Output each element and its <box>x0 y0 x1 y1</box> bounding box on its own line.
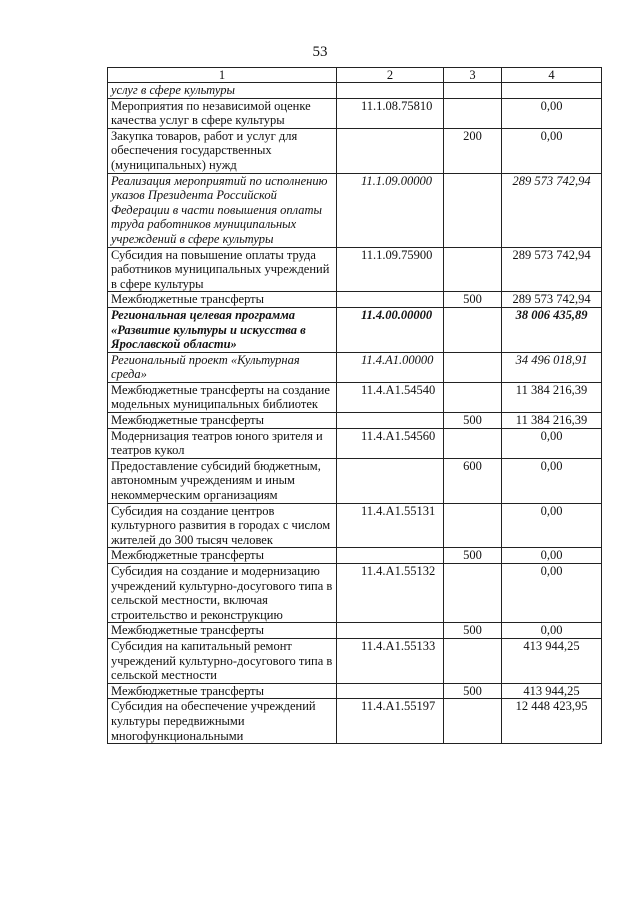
row-code <box>337 83 444 99</box>
row-code <box>337 683 444 699</box>
row-type: 500 <box>444 292 502 308</box>
header-col-2: 2 <box>337 68 444 83</box>
table-row <box>108 428 602 458</box>
table-row <box>108 699 602 744</box>
row-type: 500 <box>444 623 502 639</box>
row-type <box>444 503 502 548</box>
row-amount: 0,00 <box>502 428 602 458</box>
row-name: Закупка товаров, работ и услуг для обеспечения государственных (муниципальных) нужд <box>108 128 337 173</box>
table-row <box>108 83 602 99</box>
row-code <box>337 413 444 429</box>
row-name: Субсидия на капитальный ремонт учреждений культурно-досугового типа в сельской местности <box>108 638 337 683</box>
table-row <box>108 458 602 503</box>
row-type <box>444 173 502 247</box>
page-number: 53 <box>312 44 328 60</box>
row-amount: 11 384 216,39 <box>502 413 602 429</box>
row-code <box>337 623 444 639</box>
row-amount: 38 006 435,89 <box>502 307 602 352</box>
row-code: 11.4.А1.55131 <box>337 503 444 548</box>
row-name: Межбюджетные трансферты на создание модельных муниципальных библиотек <box>108 382 337 412</box>
row-code: 11.4.А1.55197 <box>337 699 444 744</box>
table-row <box>108 623 602 639</box>
row-amount: 12 448 423,95 <box>502 699 602 744</box>
row-type <box>444 247 502 292</box>
row-name: услуг в сфере культуры <box>108 83 337 99</box>
table-row <box>108 683 602 699</box>
row-name: Реализация мероприятий по исполнению указов Президента Российской Федерации в части повышения оплаты труда работников муниципальных учреждений в сфере культуры <box>108 173 337 247</box>
row-name: Межбюджетные трансферты <box>108 683 337 699</box>
row-type: 200 <box>444 128 502 173</box>
row-amount: 11 384 216,39 <box>502 382 602 412</box>
row-amount: 0,00 <box>502 623 602 639</box>
header-row <box>108 68 602 83</box>
row-type: 500 <box>444 683 502 699</box>
row-name: Субсидия на создание и модернизацию учреждений культурно-досугового типа в сельской местности, включая строительство и реконструкцию <box>108 564 337 623</box>
row-amount: 413 944,25 <box>502 638 602 683</box>
row-amount: 0,00 <box>502 128 602 173</box>
header-col-4: 4 <box>502 68 602 83</box>
row-amount: 0,00 <box>502 503 602 548</box>
row-name: Межбюджетные трансферты <box>108 548 337 564</box>
row-code: 11.4.А1.00000 <box>337 352 444 382</box>
table-row <box>108 503 602 548</box>
row-type <box>444 382 502 412</box>
table-body <box>108 83 602 744</box>
row-code: 11.4.А1.54560 <box>337 428 444 458</box>
row-amount: 289 573 742,94 <box>502 173 602 247</box>
row-amount: 0,00 <box>502 548 602 564</box>
row-amount: 413 944,25 <box>502 683 602 699</box>
table-row <box>108 128 602 173</box>
row-name: Субсидия на создание центров культурного развития в городах с числом жителей до 300 тысяч человек <box>108 503 337 548</box>
row-amount: 34 496 018,91 <box>502 352 602 382</box>
row-amount: 289 573 742,94 <box>502 292 602 308</box>
row-name: Региональная целевая программа «Развитие культуры и искусства в Ярославской области» <box>108 307 337 352</box>
row-code <box>337 292 444 308</box>
row-amount <box>502 83 602 99</box>
table-row <box>108 352 602 382</box>
row-code: 11.4.А1.54540 <box>337 382 444 412</box>
table-row <box>108 247 602 292</box>
row-name: Модернизация театров юного зрителя и театров кукол <box>108 428 337 458</box>
table-row <box>108 564 602 623</box>
row-name: Региональный проект «Культурная среда» <box>108 352 337 382</box>
row-type <box>444 352 502 382</box>
row-type <box>444 98 502 128</box>
row-code: 11.4.00.00000 <box>337 307 444 352</box>
row-type <box>444 699 502 744</box>
row-code: 11.4.А1.55133 <box>337 638 444 683</box>
table-row <box>108 548 602 564</box>
row-type <box>444 638 502 683</box>
header-col-3: 3 <box>444 68 502 83</box>
row-type: 500 <box>444 413 502 429</box>
table-row <box>108 292 602 308</box>
row-type: 500 <box>444 548 502 564</box>
row-type <box>444 83 502 99</box>
table-row <box>108 413 602 429</box>
row-name: Предоставление субсидий бюджетным, автономным учреждениям и иным некоммерческим организациям <box>108 458 337 503</box>
row-amount: 0,00 <box>502 98 602 128</box>
table-row <box>108 307 602 352</box>
table-row <box>108 638 602 683</box>
table-row <box>108 98 602 128</box>
row-code <box>337 128 444 173</box>
row-amount: 0,00 <box>502 564 602 623</box>
table-row <box>108 173 602 247</box>
row-code: 11.1.08.75810 <box>337 98 444 128</box>
row-name: Межбюджетные трансферты <box>108 292 337 308</box>
row-type <box>444 428 502 458</box>
row-type: 600 <box>444 458 502 503</box>
row-code: 11.1.09.00000 <box>337 173 444 247</box>
row-name: Межбюджетные трансферты <box>108 413 337 429</box>
row-code: 11.1.09.75900 <box>337 247 444 292</box>
row-name: Субсидия на повышение оплаты труда работников муниципальных учреждений в сфере культуры <box>108 247 337 292</box>
budget-table <box>107 67 602 744</box>
row-amount: 289 573 742,94 <box>502 247 602 292</box>
row-code <box>337 548 444 564</box>
row-code <box>337 458 444 503</box>
row-code: 11.4.А1.55132 <box>337 564 444 623</box>
row-amount: 0,00 <box>502 458 602 503</box>
row-type <box>444 307 502 352</box>
header-col-1: 1 <box>108 68 337 83</box>
row-type <box>444 564 502 623</box>
table-row <box>108 382 602 412</box>
row-name: Субсидия на обеспечение учреждений культуры передвижными многофункциональными <box>108 699 337 744</box>
row-name: Межбюджетные трансферты <box>108 623 337 639</box>
row-name: Мероприятия по независимой оценке качества услуг в сфере культуры <box>108 98 337 128</box>
